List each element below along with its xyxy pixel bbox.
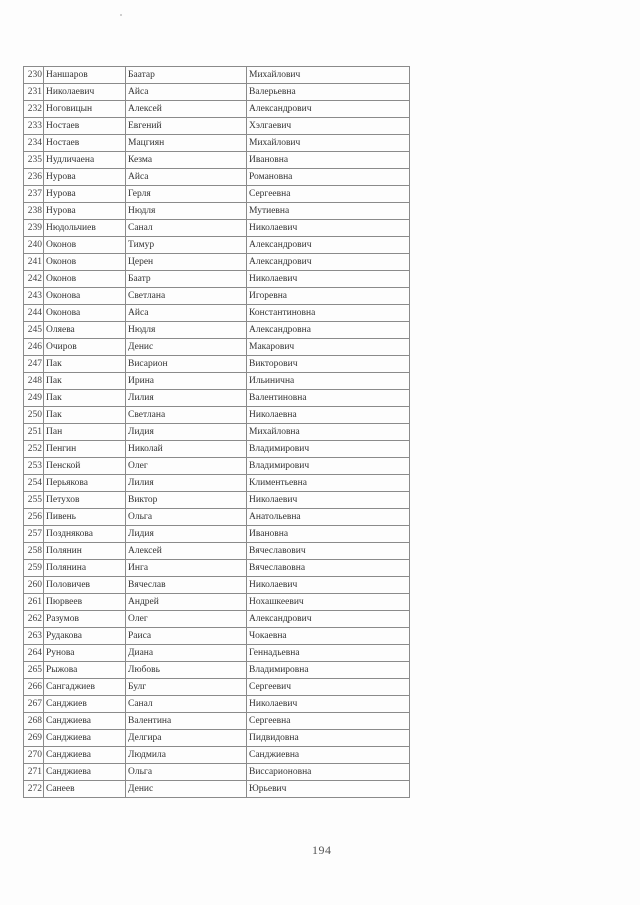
- row-number: 267: [24, 696, 44, 713]
- table-row: [24, 424, 410, 441]
- last-name-cell: Ностаев: [44, 135, 126, 152]
- patronymic-cell: Романовна: [247, 169, 410, 186]
- row-number: 244: [24, 305, 44, 322]
- patronymic-cell: Макарович: [247, 339, 410, 356]
- patronymic-cell: Геннадьевна: [247, 645, 410, 662]
- row-number: 234: [24, 135, 44, 152]
- last-name-cell: Санджиев: [44, 696, 126, 713]
- table-row: [24, 118, 410, 135]
- last-name-cell: Половичев: [44, 577, 126, 594]
- patronymic-cell: Александрович: [247, 101, 410, 118]
- patronymic-cell: Николаевна: [247, 407, 410, 424]
- patronymic-cell: Ильинична: [247, 373, 410, 390]
- table-row: [24, 339, 410, 356]
- patronymic-cell: Юрьевич: [247, 781, 410, 798]
- table-row: [24, 577, 410, 594]
- row-number: 238: [24, 203, 44, 220]
- scan-speck: [120, 14, 122, 16]
- last-name-cell: Очиров: [44, 339, 126, 356]
- first-name-cell: Диана: [126, 645, 247, 662]
- table-row: [24, 560, 410, 577]
- patronymic-cell: Александрович: [247, 237, 410, 254]
- first-name-cell: Висарион: [126, 356, 247, 373]
- table-row: [24, 662, 410, 679]
- patronymic-cell: Михайлович: [247, 67, 410, 84]
- table-row: [24, 679, 410, 696]
- patronymic-cell: Николаевич: [247, 271, 410, 288]
- first-name-cell: Мацгиян: [126, 135, 247, 152]
- last-name-cell: Нурова: [44, 186, 126, 203]
- row-number: 233: [24, 118, 44, 135]
- last-name-cell: Разумов: [44, 611, 126, 628]
- row-number: 247: [24, 356, 44, 373]
- last-name-cell: Наншаров: [44, 67, 126, 84]
- patronymic-cell: Владимирович: [247, 441, 410, 458]
- patronymic-cell: Константиновна: [247, 305, 410, 322]
- last-name-cell: Полянина: [44, 560, 126, 577]
- patronymic-cell: Виссарионовна: [247, 764, 410, 781]
- table-row: [24, 509, 410, 526]
- last-name-cell: Пак: [44, 373, 126, 390]
- table-row: [24, 611, 410, 628]
- table-row: [24, 237, 410, 254]
- row-number: 264: [24, 645, 44, 662]
- first-name-cell: Светлана: [126, 407, 247, 424]
- first-name-cell: Айса: [126, 305, 247, 322]
- patronymic-cell: Николаевич: [247, 696, 410, 713]
- first-name-cell: Виктор: [126, 492, 247, 509]
- first-name-cell: Кезма: [126, 152, 247, 169]
- table-row: [24, 101, 410, 118]
- last-name-cell: Полянин: [44, 543, 126, 560]
- last-name-cell: Петухов: [44, 492, 126, 509]
- last-name-cell: Пан: [44, 424, 126, 441]
- last-name-cell: Ноговицын: [44, 101, 126, 118]
- last-name-cell: Нурова: [44, 169, 126, 186]
- last-name-cell: Санджиева: [44, 764, 126, 781]
- first-name-cell: Нюдля: [126, 203, 247, 220]
- row-number: 243: [24, 288, 44, 305]
- patronymic-cell: Валерьевна: [247, 84, 410, 101]
- table-row: [24, 271, 410, 288]
- first-name-cell: Ольга: [126, 764, 247, 781]
- row-number: 261: [24, 594, 44, 611]
- last-name-cell: Оконов: [44, 254, 126, 271]
- row-number: 263: [24, 628, 44, 645]
- row-number: 250: [24, 407, 44, 424]
- last-name-cell: Санджиева: [44, 730, 126, 747]
- last-name-cell: Ностаев: [44, 118, 126, 135]
- patronymic-cell: Вячеславович: [247, 543, 410, 560]
- first-name-cell: Санал: [126, 220, 247, 237]
- row-number: 268: [24, 713, 44, 730]
- first-name-cell: Лилия: [126, 390, 247, 407]
- last-name-cell: Оконова: [44, 305, 126, 322]
- patronymic-cell: Климентьевна: [247, 475, 410, 492]
- row-number: 241: [24, 254, 44, 271]
- row-number: 258: [24, 543, 44, 560]
- table-row: [24, 186, 410, 203]
- patronymic-cell: Николаевич: [247, 492, 410, 509]
- patronymic-cell: Пидвидовна: [247, 730, 410, 747]
- last-name-cell: Санджиева: [44, 747, 126, 764]
- first-name-cell: Баатар: [126, 67, 247, 84]
- patronymic-cell: Николаевич: [247, 577, 410, 594]
- table-row: [24, 526, 410, 543]
- patronymic-cell: Нохашкеевич: [247, 594, 410, 611]
- patronymic-cell: Александрович: [247, 254, 410, 271]
- patronymic-cell: Сергеевна: [247, 713, 410, 730]
- last-name-cell: Сангаджиев: [44, 679, 126, 696]
- table-row: [24, 322, 410, 339]
- row-number: 246: [24, 339, 44, 356]
- row-number: 242: [24, 271, 44, 288]
- table-row: [24, 441, 410, 458]
- patronymic-cell: Санджиевна: [247, 747, 410, 764]
- last-name-cell: Пенгин: [44, 441, 126, 458]
- patronymic-cell: Сергеевна: [247, 186, 410, 203]
- table-row: [24, 288, 410, 305]
- roster-table: [23, 66, 410, 798]
- patronymic-cell: Чокаевна: [247, 628, 410, 645]
- first-name-cell: Николай: [126, 441, 247, 458]
- last-name-cell: Оконов: [44, 237, 126, 254]
- row-number: 262: [24, 611, 44, 628]
- table-row: [24, 390, 410, 407]
- last-name-cell: Рудакова: [44, 628, 126, 645]
- last-name-cell: Перьякова: [44, 475, 126, 492]
- last-name-cell: Оконов: [44, 271, 126, 288]
- first-name-cell: Денис: [126, 339, 247, 356]
- patronymic-cell: Игоревна: [247, 288, 410, 305]
- first-name-cell: Вячеслав: [126, 577, 247, 594]
- first-name-cell: Людмила: [126, 747, 247, 764]
- table-row: [24, 203, 410, 220]
- last-name-cell: Николаевич: [44, 84, 126, 101]
- row-number: 240: [24, 237, 44, 254]
- row-number: 265: [24, 662, 44, 679]
- last-name-cell: Рунова: [44, 645, 126, 662]
- table-row: [24, 84, 410, 101]
- row-number: 230: [24, 67, 44, 84]
- row-number: 252: [24, 441, 44, 458]
- first-name-cell: Алексей: [126, 101, 247, 118]
- patronymic-cell: Александрович: [247, 611, 410, 628]
- first-name-cell: Ольга: [126, 509, 247, 526]
- row-number: 231: [24, 84, 44, 101]
- table-row: [24, 152, 410, 169]
- table-row: [24, 169, 410, 186]
- row-number: 248: [24, 373, 44, 390]
- first-name-cell: Инга: [126, 560, 247, 577]
- patronymic-cell: Викторович: [247, 356, 410, 373]
- patronymic-cell: Михайлович: [247, 135, 410, 152]
- table-row: [24, 645, 410, 662]
- table-row: [24, 475, 410, 492]
- patronymic-cell: Валентиновна: [247, 390, 410, 407]
- table-row: [24, 594, 410, 611]
- first-name-cell: Ирина: [126, 373, 247, 390]
- patronymic-cell: Хэлгаевич: [247, 118, 410, 135]
- first-name-cell: Нюдля: [126, 322, 247, 339]
- table-row: [24, 628, 410, 645]
- first-name-cell: Раиса: [126, 628, 247, 645]
- first-name-cell: Айса: [126, 169, 247, 186]
- table-row: [24, 254, 410, 271]
- table-row: [24, 407, 410, 424]
- row-number: 256: [24, 509, 44, 526]
- page-number: 194: [312, 843, 332, 857]
- table-row: [24, 781, 410, 798]
- patronymic-cell: Владимирович: [247, 458, 410, 475]
- row-number: 239: [24, 220, 44, 237]
- row-number: 245: [24, 322, 44, 339]
- table-row: [24, 492, 410, 509]
- last-name-cell: Санеев: [44, 781, 126, 798]
- first-name-cell: Герля: [126, 186, 247, 203]
- first-name-cell: Айса: [126, 84, 247, 101]
- patronymic-cell: Сергеевич: [247, 679, 410, 696]
- row-number: 266: [24, 679, 44, 696]
- first-name-cell: Денис: [126, 781, 247, 798]
- patronymic-cell: Анатольевна: [247, 509, 410, 526]
- last-name-cell: Пюрвеев: [44, 594, 126, 611]
- first-name-cell: Лидия: [126, 526, 247, 543]
- patronymic-cell: Мутиевна: [247, 203, 410, 220]
- first-name-cell: Олег: [126, 458, 247, 475]
- row-number: 272: [24, 781, 44, 798]
- row-number: 237: [24, 186, 44, 203]
- first-name-cell: Лилия: [126, 475, 247, 492]
- row-number: 251: [24, 424, 44, 441]
- patronymic-cell: Ивановна: [247, 526, 410, 543]
- table-row: [24, 220, 410, 237]
- last-name-cell: Пенской: [44, 458, 126, 475]
- first-name-cell: Евгений: [126, 118, 247, 135]
- table-row: [24, 67, 410, 84]
- first-name-cell: Баатр: [126, 271, 247, 288]
- last-name-cell: Пак: [44, 407, 126, 424]
- last-name-cell: Санджиева: [44, 713, 126, 730]
- row-number: 257: [24, 526, 44, 543]
- row-number: 260: [24, 577, 44, 594]
- last-name-cell: Пак: [44, 390, 126, 407]
- first-name-cell: Светлана: [126, 288, 247, 305]
- patronymic-cell: Владимировна: [247, 662, 410, 679]
- first-name-cell: Алексей: [126, 543, 247, 560]
- first-name-cell: Лидия: [126, 424, 247, 441]
- row-number: 236: [24, 169, 44, 186]
- first-name-cell: Церен: [126, 254, 247, 271]
- table-row: [24, 305, 410, 322]
- last-name-cell: Оляева: [44, 322, 126, 339]
- last-name-cell: Пивень: [44, 509, 126, 526]
- first-name-cell: Валентина: [126, 713, 247, 730]
- table-row: [24, 543, 410, 560]
- first-name-cell: Андрей: [126, 594, 247, 611]
- last-name-cell: Нюдольчиев: [44, 220, 126, 237]
- row-number: 255: [24, 492, 44, 509]
- last-name-cell: Нурова: [44, 203, 126, 220]
- patronymic-cell: Михайловна: [247, 424, 410, 441]
- row-number: 259: [24, 560, 44, 577]
- roster-body: [24, 67, 410, 798]
- last-name-cell: Оконова: [44, 288, 126, 305]
- last-name-cell: Нудличаена: [44, 152, 126, 169]
- first-name-cell: Булг: [126, 679, 247, 696]
- patronymic-cell: Ивановна: [247, 152, 410, 169]
- patronymic-cell: Николаевич: [247, 220, 410, 237]
- table-row: [24, 696, 410, 713]
- row-number: 271: [24, 764, 44, 781]
- table-row: [24, 373, 410, 390]
- patronymic-cell: Вячеславовна: [247, 560, 410, 577]
- first-name-cell: Санал: [126, 696, 247, 713]
- table-row: [24, 713, 410, 730]
- last-name-cell: Рыжова: [44, 662, 126, 679]
- table-row: [24, 747, 410, 764]
- table-row: [24, 356, 410, 373]
- table-row: [24, 458, 410, 475]
- table-row: [24, 135, 410, 152]
- row-number: 249: [24, 390, 44, 407]
- row-number: 253: [24, 458, 44, 475]
- row-number: 235: [24, 152, 44, 169]
- first-name-cell: Олег: [126, 611, 247, 628]
- table-row: [24, 764, 410, 781]
- patronymic-cell: Александровна: [247, 322, 410, 339]
- row-number: 270: [24, 747, 44, 764]
- row-number: 232: [24, 101, 44, 118]
- row-number: 254: [24, 475, 44, 492]
- first-name-cell: Делгира: [126, 730, 247, 747]
- row-number: 269: [24, 730, 44, 747]
- first-name-cell: Любовь: [126, 662, 247, 679]
- last-name-cell: Позднякова: [44, 526, 126, 543]
- first-name-cell: Тимур: [126, 237, 247, 254]
- table-row: [24, 730, 410, 747]
- last-name-cell: Пак: [44, 356, 126, 373]
